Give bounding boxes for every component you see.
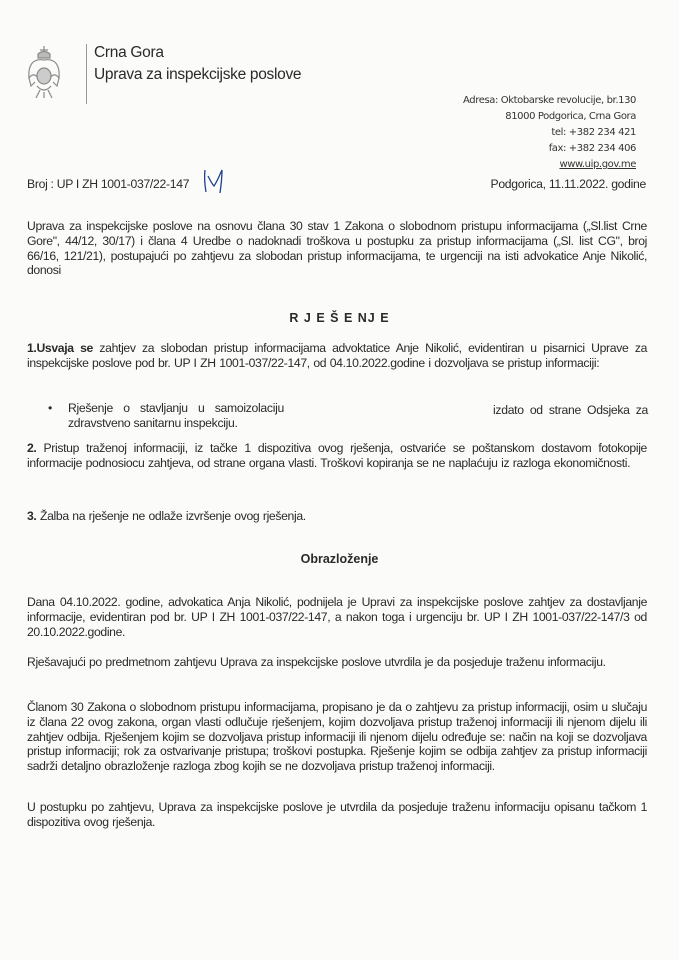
institution-name: Uprava za inspekcijske poslove — [94, 66, 302, 83]
handwritten-initials — [200, 166, 230, 194]
address-tel: tel: +382 234 421 — [551, 127, 636, 138]
address-block — [463, 93, 636, 173]
item-2-lead: 2. — [27, 441, 37, 455]
decision-item-3 — [27, 509, 647, 524]
address-city: 81000 Podgorica, Crna Gora — [505, 111, 636, 122]
item-3-text: Žalba na rješenje ne odlaže izvršenje ovog rješenja. — [36, 509, 306, 523]
reasoning-paragraph-3: Članom 30 Zakona o slobodnom pristupu informacijama, propisano je da o zahtjevu za pristup informaciji, osim u slučaju iz člana 22 ovog zakona, organ vlasti odlučuje rješenjem, kojim dozvoljava pristup traženoj informaciji ili njenom dijelu ili zahtjev odbija. Rješenjem kojim se dozvoljava pristup informaciji ili njenom dijelu određuje se: način na koji se dozvoljava pristup informaciji; rok za ostvarivanje pristupa; troškovi postupka. Rješenje kojim se odbija zahtjev za pristup informaciji sadrži detaljno obrazloženje razloga zbog kojih se ne dozvoljava pristup traženoj informaciji. — [27, 700, 647, 774]
item-2-text: Pristup traženoj informaciji, iz tačke 1 dispozitiva ovog rješenja, ostvariće se poštanskom dostavom fotokopije informacije podnosiocu zahtjeva, od strane organa vlasti. Troškovi kopiranja se ne naplaćuju iz razloga ekonomičnosti. — [27, 441, 647, 470]
bullet-line-1: Rješenje o stavljanju u samoizolaciju — [68, 401, 284, 415]
address-line: Adresa: Oktobarske revolucije, br.130 — [463, 95, 636, 106]
place-date: Podgorica, 11.11.2022. godine — [490, 177, 646, 191]
reasoning-title: Obrazloženje — [300, 552, 379, 566]
coat-of-arms-icon — [26, 44, 62, 102]
intro-paragraph: Uprava za inspekcijske poslove na osnovu člana 30 stav 1 Zakona o slobodnom pristupu informacijama („Sl.list Crne Gore", 44/12, 30/17) i člana 4 Uredbe o nadoknadi troškova u postupku za pristup informacijama („Sl. list CG", broj 66/16, 121/21), postupajući po zahtjevu za slobodan pristup informacijama, te urgenciji na isti advokatice Anje Nikolić, donosi — [27, 219, 647, 278]
decision-item-1 — [27, 341, 647, 371]
website-link[interactable]: www.uip.gov.me — [559, 159, 636, 170]
reasoning-paragraph-2: Rješavajući po predmetnom zahtjevu Uprava za inspekcijske poslove utvrdila je da posjeduje traženu informaciju. — [27, 655, 606, 669]
reference-number: Broj : UP I ZH 1001-037/22-147 — [27, 177, 190, 191]
bullet-icon: • — [48, 401, 52, 415]
header-divider — [86, 44, 87, 104]
country-name: Crna Gora — [94, 44, 164, 61]
item-3-lead: 3. — [27, 509, 37, 523]
bullet-issuer: izdato od strane Odsjeka za — [493, 403, 648, 417]
item-1-text: zahtjev za slobodan pristup informacijama advoktatice Anje Nikolić, evidentiran u pisarnici Uprave za inspekcijske poslove pod br. UP I ZH 1001-037/22-147, od 04.10.2022.godine i dozvoljava se pristup informaciji: — [27, 341, 647, 370]
reasoning-paragraph-1: Dana 04.10.2022. godine, advokatica Anja Nikolić, podnijela je Upravi za inspekcijske poslove zahtjev za dostavljanje informacije, evidentiran pod br. UP I ZH 1001-037/22-147, a nakon toga i urgenciju br. UP I ZH 1001-037/22-147/3 od 20.10.2022.godine. — [27, 595, 647, 639]
bullet-line-2: zdravstveno sanitarnu inspekciju. — [68, 416, 238, 430]
item-1-lead: 1.Usvaja se — [27, 341, 93, 355]
address-fax: fax: +382 234 406 — [548, 143, 636, 154]
decision-item-2 — [27, 441, 647, 471]
reasoning-paragraph-4: U postupku po zahtjevu, Uprava za inspekcijske poslove je utvrdila da posjeduje traženu informaciju opisanu tačkom 1 dispozitiva ovog rješenja. — [27, 800, 647, 829]
decision-title: R J E Š E NJ E — [289, 311, 390, 325]
